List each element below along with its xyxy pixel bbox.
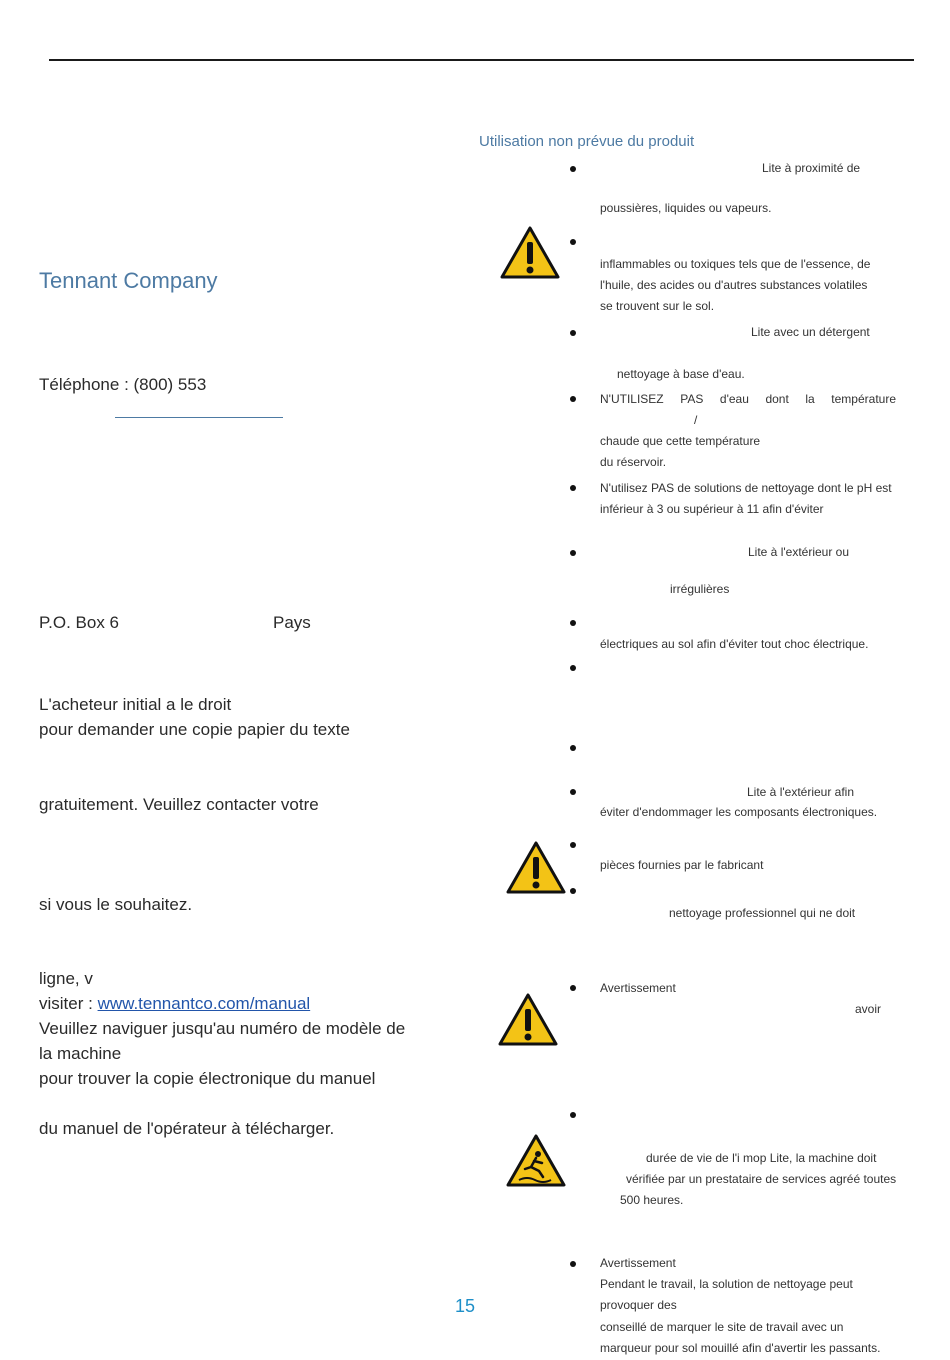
list-text: /: [694, 413, 698, 427]
paragraph-line: pour demander une copie papier du texte: [39, 720, 350, 739]
warning-icon: [499, 225, 561, 280]
paragraph-line: Veuillez naviguer jusqu'au numéro de modèle de: [39, 1019, 406, 1038]
page-number: 15: [455, 1296, 476, 1316]
list-text: durée de vie de l'i mop Lite, la machine doit: [646, 1151, 877, 1165]
bullet: [570, 1261, 576, 1267]
list-text: du réservoir.: [600, 455, 667, 469]
list-text: conseillé de marquer le site de travail avec un: [600, 1320, 844, 1334]
po-box-text: P.O. Box 6: [39, 613, 120, 632]
list-text: irrégulières: [670, 582, 730, 596]
paragraph-line: pour trouver la copie électronique du manuel: [39, 1069, 376, 1088]
list-text: Lite à proximité de: [762, 161, 861, 175]
manual-url-link[interactable]: www.tennantco.com/manual: [97, 994, 311, 1013]
bullet: [570, 239, 576, 245]
section-title: Utilisation non prévue du produit: [479, 133, 695, 150]
warning-label: Avertissement: [600, 981, 676, 995]
bullet: [570, 745, 576, 751]
bullet: [570, 1112, 576, 1118]
list-text: N'utilisez PAS de solutions de nettoyage dont le pH est: [600, 481, 892, 495]
phone-text: Téléphone : (800) 553: [39, 375, 207, 394]
slippery-floor-icon: [505, 1133, 567, 1188]
warning-icon: [505, 840, 567, 895]
list-text: nettoyage à base d'eau.: [617, 367, 745, 381]
list-text: N'UTILISEZ PAS d'eau dont la température: [600, 392, 896, 406]
visit-line: [39, 991, 310, 1016]
list-text: poussières, liquides ou vapeurs.: [600, 201, 772, 215]
bullet: [570, 620, 576, 626]
list-text: Lite à l'extérieur ou: [748, 545, 850, 559]
visit-label: visiter :: [39, 994, 98, 1013]
paragraph-line: L'acheteur initial a le droit: [39, 695, 232, 714]
paragraph-line: du manuel de l'opérateur à télécharger.: [39, 1119, 335, 1138]
list-text: vérifiée par un prestataire de services agréé toutes: [626, 1172, 897, 1186]
header-rule: [49, 59, 914, 61]
email-link-underline[interactable]: [115, 417, 283, 418]
list-text: Pendant le travail, la solution de nettoyage peut: [600, 1277, 853, 1291]
list-text: électriques au sol afin d'éviter tout choc électrique.: [600, 637, 869, 651]
paragraph-line: la machine: [39, 1044, 122, 1063]
bullet: [570, 330, 576, 336]
bullet: [570, 166, 576, 172]
list-text: Lite à l'extérieur afin: [747, 785, 855, 799]
paragraph-line: gratuitement. Veuillez contacter votre: [39, 795, 319, 814]
company-name: Tennant Company: [39, 268, 218, 293]
list-text: avoir: [855, 1002, 882, 1016]
bullet: [570, 888, 576, 894]
list-text: provoquer des: [600, 1298, 677, 1312]
bullet: [570, 485, 576, 491]
warning-icon: [497, 992, 559, 1047]
paragraph-line: si vous le souhaitez.: [39, 895, 193, 914]
list-text: éviter d'endommager les composants électroniques.: [600, 805, 878, 819]
bullet: [570, 842, 576, 848]
list-text: se trouvent sur le sol.: [600, 299, 715, 313]
list-text: nettoyage professionnel qui ne doit: [669, 906, 856, 920]
list-text: Lite avec un détergent: [751, 325, 870, 339]
bullet: [570, 550, 576, 556]
list-text: inférieur à 3 ou supérieur à 11 afin d'éviter: [600, 502, 824, 516]
paragraph-line: ligne, v: [39, 969, 93, 988]
bullet: [570, 396, 576, 402]
list-text: l'huile, des acides ou d'autres substances volatiles: [600, 278, 868, 292]
bullet: [570, 665, 576, 671]
list-text: pièces fournies par le fabricant: [600, 858, 764, 872]
list-text: inflammables ou toxiques tels que de l'essence, de: [600, 257, 871, 271]
list-text: chaude que cette température: [600, 434, 761, 448]
country-text: Pays: [273, 613, 311, 632]
bullet: [570, 789, 576, 795]
warning-label: Avertissement: [600, 1256, 676, 1270]
bullet: [570, 985, 576, 991]
list-text: 500 heures.: [620, 1193, 684, 1207]
list-text: marqueur pour sol mouillé afin d'avertir les passants.: [600, 1341, 881, 1355]
